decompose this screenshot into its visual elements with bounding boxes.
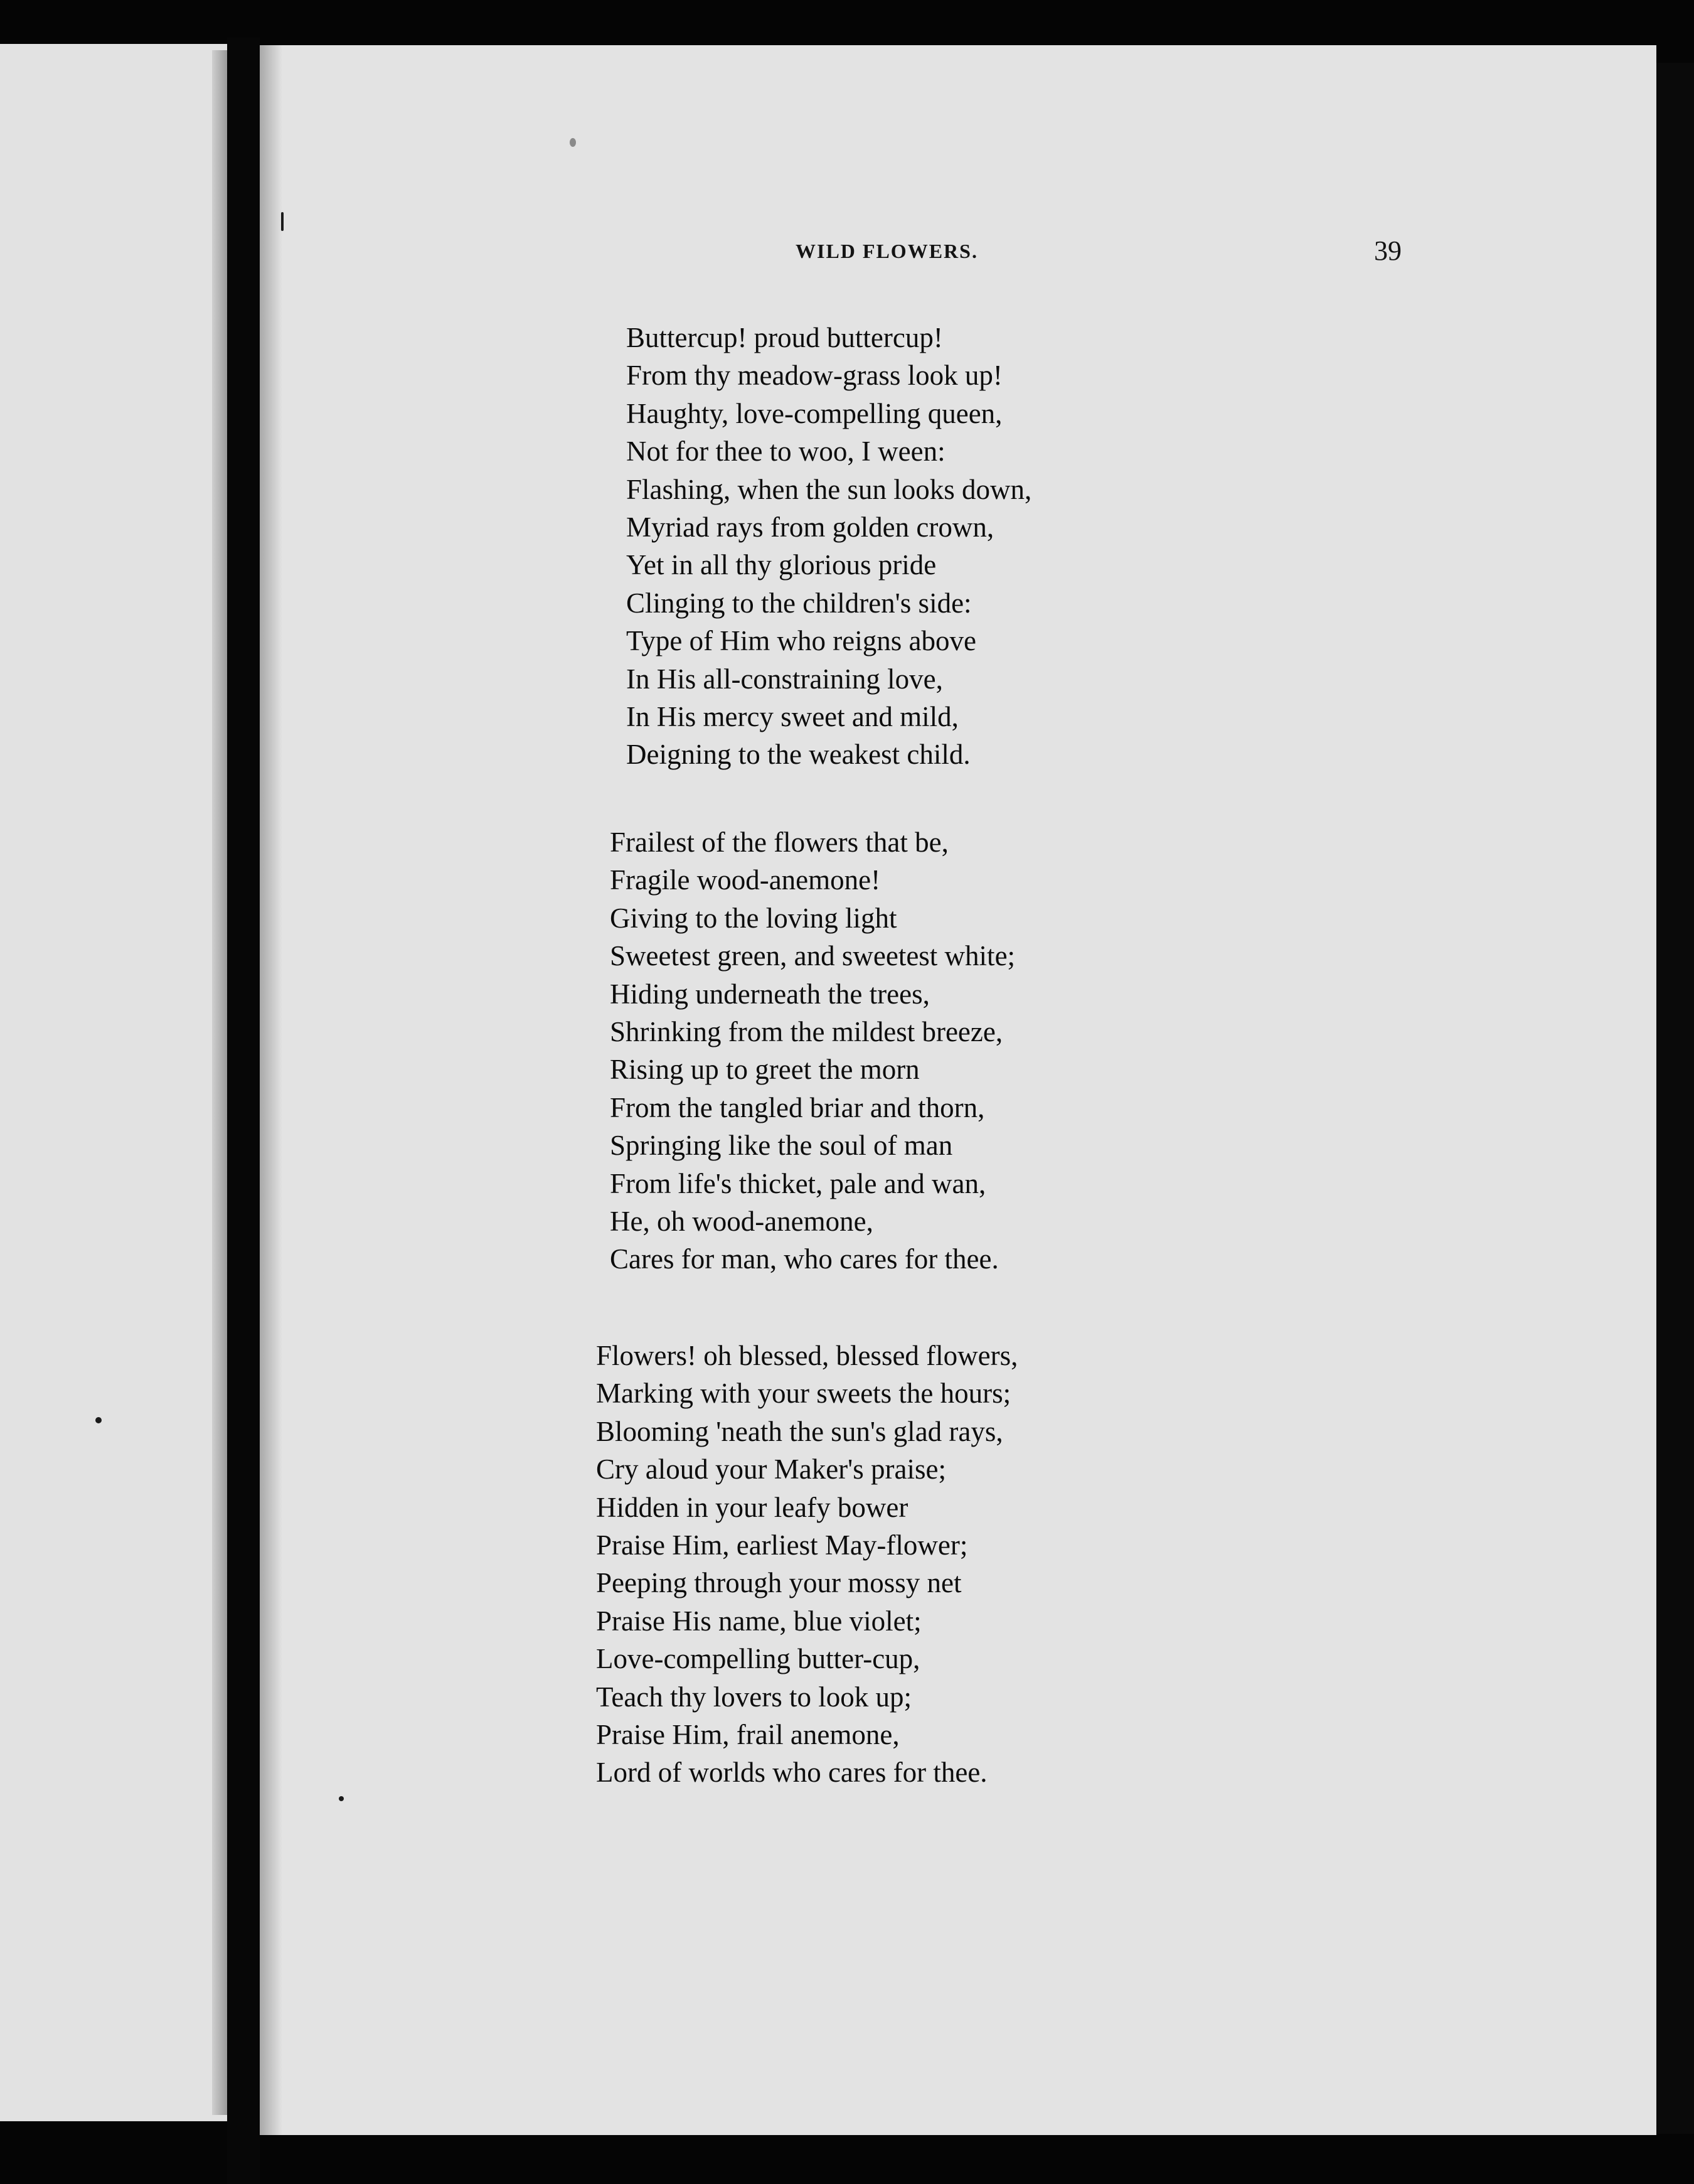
poem-line: From thy meadow-grass look up! <box>626 360 1003 392</box>
poem-line: Sweetest green, and sweetest white; <box>610 940 1016 972</box>
stanza-anemone <box>610 823 1015 1278</box>
poem-line: Love-compelling butter-cup, <box>596 1643 920 1675</box>
poem-line: From life's thicket, pale and wan, <box>610 1167 986 1199</box>
poem-line: In His mercy sweet and mild, <box>626 700 959 732</box>
poem-line: Marking with your sweets the hours; <box>596 1378 1011 1410</box>
ink-speck <box>281 212 284 231</box>
poem-line: Cares for man, who cares for thee. <box>610 1243 999 1275</box>
poem-line: Giving to the loving light <box>610 902 897 934</box>
poem-line: Springing like the soul of man <box>610 1130 953 1162</box>
poem-line: Peeping through your mossy net <box>596 1567 962 1599</box>
poem-line: Shrinking from the mildest breeze, <box>610 1015 1003 1047</box>
poem-line: Haughty, love-compelling queen, <box>626 397 1003 429</box>
running-head: WILD FLOWERS. <box>796 240 978 262</box>
ink-speck <box>570 138 576 147</box>
poem-line: Fragile wood-anemone! <box>610 864 881 896</box>
left-page <box>0 44 227 2121</box>
poem-line: Flowers! oh blessed, blessed flowers, <box>596 1340 1018 1371</box>
poem-line: In His all-constraining love, <box>626 663 943 695</box>
poem-line: Praise Him, frail anemone, <box>596 1718 900 1750</box>
poem-line: He, oh wood-anemone, <box>610 1205 873 1237</box>
poem-line: Myriad rays from golden crown, <box>626 511 994 543</box>
poem-line: Praise Him, earliest May-flower; <box>596 1529 968 1561</box>
poem-line: Yet in all thy glorious pride <box>626 549 937 581</box>
poem-line: Not for thee to woo, I ween: <box>626 436 946 468</box>
poem-line: Cry aloud your Maker's praise; <box>596 1453 946 1485</box>
left-page-edge <box>212 50 227 2115</box>
poem-line: Frailest of the flowers that be, <box>610 827 949 858</box>
ink-speck <box>339 1796 344 1801</box>
page-shadow <box>260 45 282 2135</box>
page-number: 39 <box>1374 235 1402 266</box>
poem-line: Teach thy lovers to look up; <box>596 1681 912 1713</box>
poem-line: Rising up to greet the morn <box>610 1054 920 1086</box>
poem-line: Deigning to the weakest child. <box>626 739 971 771</box>
poem-line: Lord of worlds who cares for thee. <box>596 1757 988 1789</box>
stanza-flowers <box>596 1337 1018 1792</box>
stanza-buttercup <box>626 319 1031 774</box>
poem-line: From the tangled briar and thorn, <box>610 1091 985 1123</box>
poem-line: Hidden in your leafy bower <box>596 1491 908 1523</box>
poem-line: Hiding underneath the trees, <box>610 978 930 1010</box>
poem-line: Blooming 'neath the sun's glad rays, <box>596 1415 1003 1447</box>
poem-line: Clinging to the children's side: <box>626 587 972 619</box>
poem-line: Praise His name, blue violet; <box>596 1605 922 1637</box>
poem-line: Flashing, when the sun looks down, <box>626 473 1032 505</box>
book-gutter <box>227 38 260 2184</box>
poem-line: Type of Him who reigns above <box>626 625 976 657</box>
right-page-edge <box>1656 63 1694 2134</box>
ink-speck <box>95 1417 102 1423</box>
poem-line: Buttercup! proud buttercup! <box>626 322 943 353</box>
